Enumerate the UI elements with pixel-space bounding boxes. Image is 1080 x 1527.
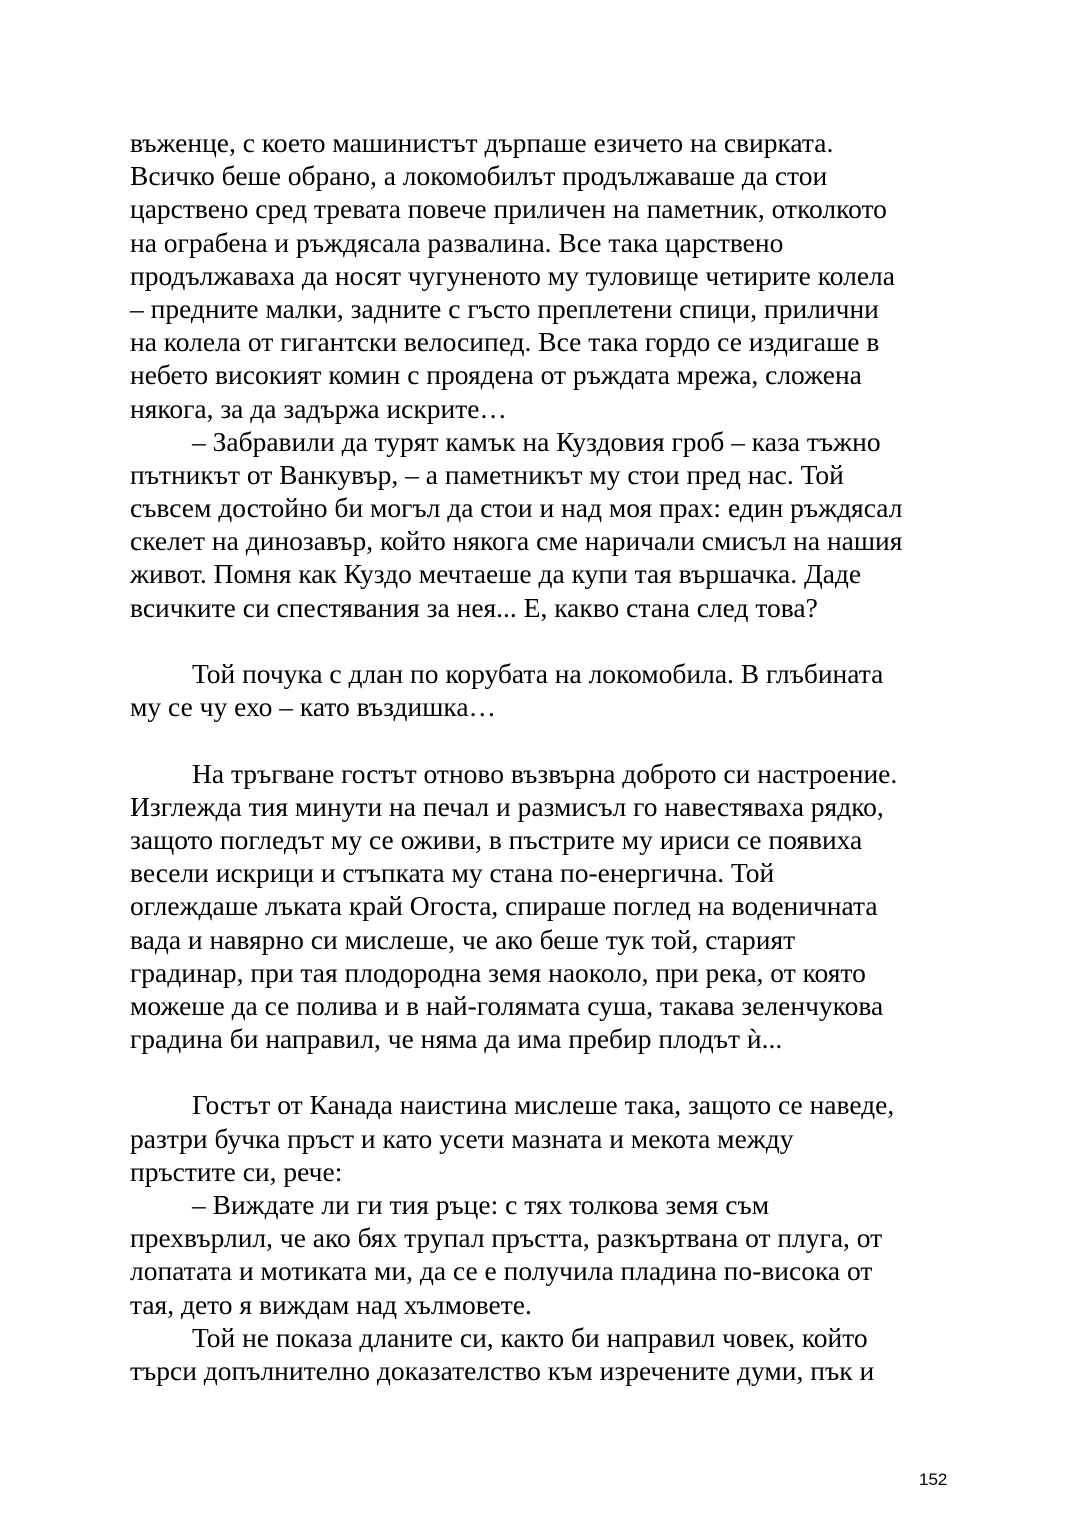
text-line: – предните малки, задните с гъсто преплетени спици, прилични xyxy=(130,292,879,324)
text-line: можеше да се полива и в най-голямата суша, такава зеленчукова xyxy=(130,989,884,1021)
text-line: скелет на динозавър, който някога сме наричали смисъл на нашия xyxy=(130,525,903,557)
paragraph-gap xyxy=(130,624,960,657)
text-line: лопатата и мотиката ми, да се е получила пладина по-висока от xyxy=(130,1255,873,1287)
text-line: Той почука с длан по корубата на локомобила. В глъбината xyxy=(192,658,884,689)
text-line: живот. Помня как Куздо мечтаеше да купи тая вършачка. Даде xyxy=(130,558,862,590)
text-line: търси допълнително доказателство към изречените думи, пък и xyxy=(130,1354,875,1386)
text-line: вада и навярно си мислеше, че ако беше тук той, старият xyxy=(130,923,796,955)
text-line: царствено сред тревата повече приличен на паметник, отколкото xyxy=(130,193,887,225)
text-line: пръстите си, рече: xyxy=(130,1155,343,1187)
text-line: небето високият комин с проядена от ръждата мрежа, сложена xyxy=(130,359,862,391)
text-line: весели искрици и стъпката му стана по-енергична. Той xyxy=(130,857,775,889)
body-text xyxy=(130,126,960,1387)
paragraph-gap xyxy=(130,723,960,756)
text-line: прехвърлил, че ако бях трупал пръстта, разкъртвана от плуга, от xyxy=(130,1222,883,1254)
text-line: защото погледът му се оживи, в пъстрите му ириси се появиха xyxy=(130,823,863,855)
text-line: съвсем достойно би могъл да стои и над моя прах: един ръждясал xyxy=(130,492,903,524)
text-line: Изглежда тия минути на печал и размисъл го навестяваха рядко, xyxy=(130,790,884,822)
text-line: Той не показа дланите си, както би направил човек, който xyxy=(192,1321,868,1353)
page-number: 152 xyxy=(919,1470,948,1489)
paragraph-gap xyxy=(130,1055,960,1088)
text-line: разтри бучка пръст и като усети мазната и мекота между xyxy=(130,1122,794,1154)
text-line: Всичко беше обрано, а локомобилът продължаваше да стои xyxy=(130,160,828,192)
text-line: тая, дето я виждам над хълмовете. xyxy=(130,1288,532,1320)
text-line: На тръгване гостът отново възвърна доброто си настроение. xyxy=(192,757,898,789)
text-line: градинар, при тая плодородна земя наоколо, при река, от която xyxy=(130,956,866,988)
text-line: градина би направил, че няма да има пребир плодът ѝ... xyxy=(130,1023,783,1055)
text-line: пътникът от Ванкувър, – а паметникът му стои пред нас. Той xyxy=(130,458,844,490)
text-line: оглеждаше лъката край Огоста, спираше поглед на воденичната xyxy=(130,890,878,922)
text-line: продължаваха да носят чугуненото му туловище четирите колела xyxy=(130,259,895,291)
text-line: на ограбена и ръждясала развалина. Все така царствено xyxy=(130,226,784,258)
text-line: всичките си спестявания за нея... Е, какво стана след това? xyxy=(130,591,818,623)
text-line: му се чу ехо – като въздишка… xyxy=(130,691,497,723)
text-line: въженце, с което машинистът дърпаше езичето на свирката. xyxy=(130,127,834,158)
text-line: – Забравили да турят камък на Куздовия гроб – каза тъжно xyxy=(192,425,881,457)
text-line: на колела от гигантски велосипед. Все така гордо се издигаше в xyxy=(130,326,880,358)
text-line: – Виждате ли ги тия ръце: с тях толкова земя съм xyxy=(192,1189,770,1220)
text-line: някога, за да задържа искрите… xyxy=(130,392,507,424)
text-line: Гостът от Канада наистина мислеше така, защото се наведе, xyxy=(192,1089,895,1121)
